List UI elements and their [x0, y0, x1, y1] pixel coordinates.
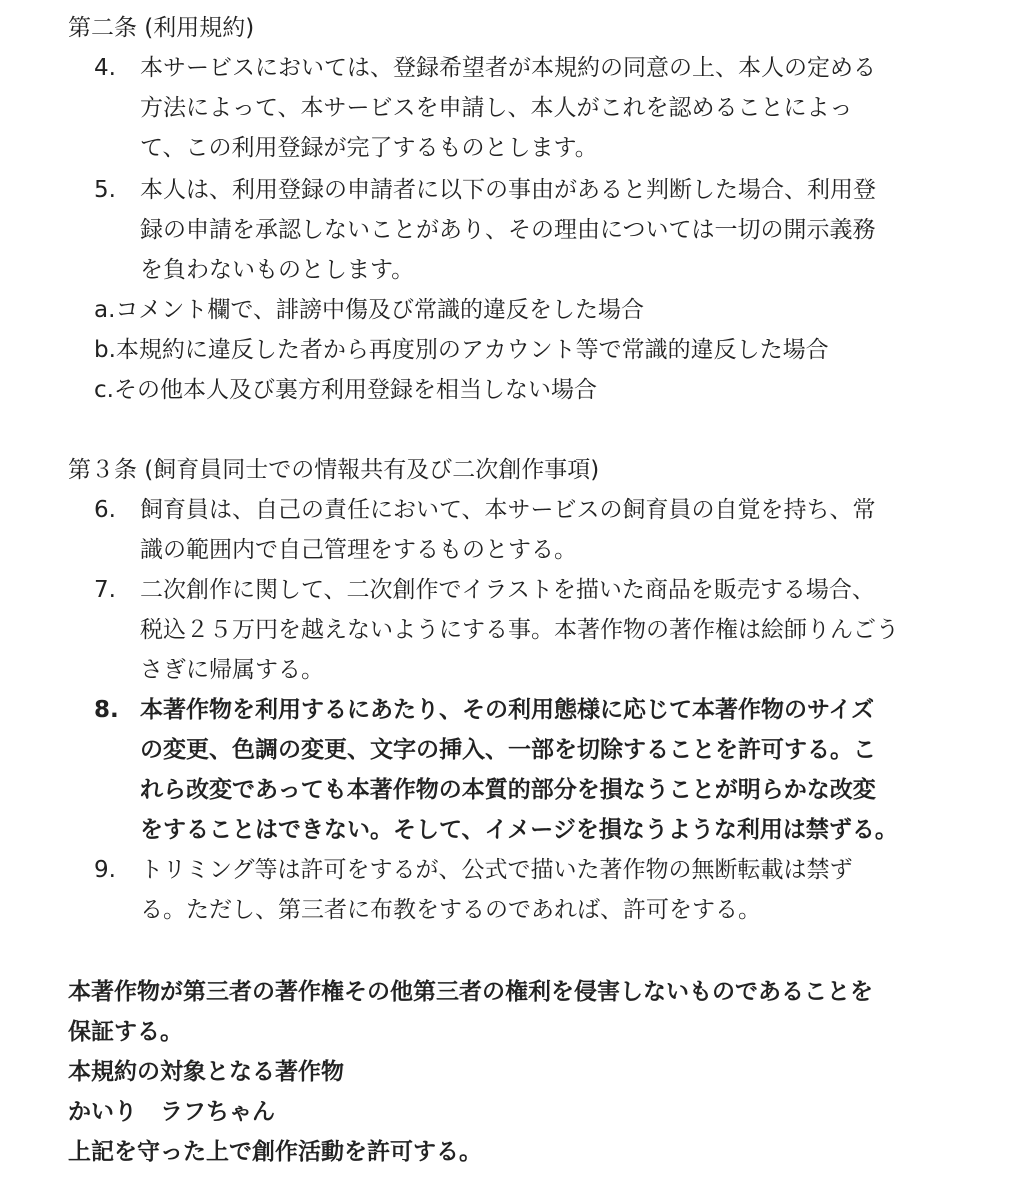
footer-line: 本規約の対象となる著作物	[68, 1059, 344, 1085]
item-text-line: 本サービスにおいては、登録希望者が本規約の同意の上、本人の定める	[140, 55, 876, 81]
footer-line: 保証する。	[68, 1019, 183, 1045]
item-text-line: トリミング等は許可をするが、公式で描いた著作物の無断転載は禁ず	[140, 857, 853, 883]
item-number: 7.	[94, 577, 116, 603]
item-text-line: を負わないものとします。	[140, 257, 415, 283]
item-number: 9.	[94, 857, 116, 883]
item-text-line: 二次創作に関して、二次創作でイラストを描いた商品を販売する場合、	[140, 577, 875, 603]
subitem-c: c.その他本人及び裏方利用登録を相当しない場合	[94, 377, 597, 403]
item-text-line: 識の範囲内で自己管理をするものとする。	[140, 537, 577, 563]
subitem-a: a.コメント欄で、誹謗中傷及び常識的違反をした場合	[94, 297, 644, 323]
footer-line: 上記を守った上で創作活動を許可する。	[68, 1139, 482, 1165]
item-number: 8.	[94, 697, 119, 723]
item-text-line: をすることはできない。そして、イメージを損なうような利用は禁ずる。	[140, 817, 898, 843]
item-text-line: て、この利用登録が完了するものとします。	[140, 135, 598, 161]
item-number: 4.	[94, 55, 116, 81]
item-text-line: 本人は、利用登録の申請者に以下の事由があると判断した場合、利用登	[140, 177, 876, 203]
item-text-line: 録の申請を承認しないことがあり、その理由については一切の開示義務	[140, 217, 876, 243]
footer-line: 本著作物が第三者の著作権その他第三者の権利を侵害しないものであることを	[68, 979, 873, 1005]
subitem-b: b.本規約に違反した者から再度別のアカウント等で常識的違反した場合	[94, 337, 829, 363]
item-number: 5.	[94, 177, 116, 203]
article-2-heading: 第二条 (利用規約)	[68, 15, 255, 41]
item-text-line: れら改変であっても本著作物の本質的部分を損なうことが明らかな改変	[140, 777, 876, 803]
item-text-line: さぎに帰属する。	[140, 657, 324, 683]
item-text-line: 税込２５万円を越えないようにする事。本著作物の著作権は絵師りんごう	[140, 617, 899, 643]
item-text-line: の変更、色調の変更、文字の挿入、一部を切除することを許可する。こ	[140, 737, 876, 763]
item-text-line: る。ただし、第三者に布教をするのであれば、許可をする。	[140, 897, 761, 923]
item-text-line: 飼育員は、自己の責任において、本サービスの飼育員の自覚を持ち、常	[140, 497, 876, 523]
item-text-line: 本著作物を利用するにあたり、その利用態様に応じて本著作物のサイズ	[140, 697, 875, 723]
footer-line: かいり ラフちゃん	[68, 1099, 275, 1125]
item-number: 6.	[94, 497, 116, 523]
article-3-heading: 第３条 (飼育員同士での情報共有及び二次創作事項)	[68, 457, 600, 483]
item-text-line: 方法によって、本サービスを申請し、本人がこれを認めることによっ	[140, 95, 853, 121]
